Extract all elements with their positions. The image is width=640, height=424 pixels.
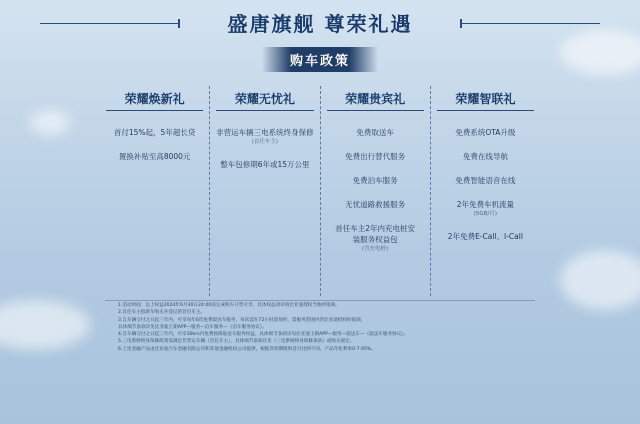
page-title: 盛唐旗舰 尊荣礼遇 [227,12,413,36]
benefit-item [210,127,319,146]
benefit-text: 免费在线导航 [462,152,508,161]
benefit-text: 非营运车辆三电系统终身保修 [216,128,314,137]
benefit-text: 2年免费车机流量 [456,200,515,209]
benefit-subnote: (5GB/月) [473,211,497,217]
benefit-item [321,151,430,162]
benefit-item [321,175,430,186]
benefit-text: 免费智能语音在线 [455,176,516,185]
benefits-columns [100,86,540,296]
benefit-item [100,151,209,162]
benefit-text: 无忧道路救援服务 [345,200,406,209]
footnote-line: 2.首任车主指新车购买并登记的首位车主。 [118,310,206,316]
benefit-text: 置换补贴至高8000元 [118,152,191,161]
notes-divider [105,300,535,301]
benefit-item [100,127,209,138]
benefit-column-worryfree [209,86,319,296]
column-title: 荣耀智联礼 [437,90,534,111]
benefit-subnote: (含充电桩) [361,246,389,252]
benefit-item [431,199,540,218]
footnote-line: 4.自车辆交付之日起三年内，可享30km内免费救援取送车服务权益，具体细节条款详见比亚迪王朝APP—服务—取送车—《取送车服务协议》。 [118,332,409,338]
column-title: 荣耀贵宾礼 [327,90,424,111]
benefit-text: 整车包修期6年或15万公里 [220,160,310,169]
benefit-text: 免费取送车 [356,128,394,137]
benefit-item [321,127,430,138]
benefit-text: 免费泊车服务 [352,176,398,185]
column-title: 荣耀无忧礼 [216,90,313,111]
benefit-text: 首付15%起，5年超长贷 [113,128,196,137]
benefit-subnote: (首任车主) [251,139,279,145]
benefit-text: 2年免费E-Call、I-Call [447,232,523,241]
footnote-line: 具体细节条款详见比亚迪王朝APP—服务—泊车服务—《泊车服务协议》。 [118,324,267,330]
header [0,6,640,40]
benefit-column-connect [430,86,540,296]
benefit-item [431,127,540,138]
footnote-line: 1.活动时间：以上权益2024年6月30日24:00前完成购车开票可享，具体权益请详询比亚迪授权当地经销商。 [118,303,340,308]
footnote-line: 6.上述金融产品由比亚迪汽车金融有限公司和其他金融机构公司提供，根据贷款期限和首付比例不同，产品年化利率0-7.95%。 [118,346,376,352]
subtitle-banner [0,47,640,72]
footnote-line: 5.三电系统终身保修政策需满足非营运车辆（首任车主），具体细节条款详见《三电系统终身保修条款》或购买现定。 [118,339,355,345]
page-subtitle: 购车政策 [262,47,378,72]
benefit-text: 免费系统OTA升级 [455,128,516,137]
column-title: 荣耀焕新礼 [106,90,203,111]
benefit-column-vip [320,86,430,296]
footnote-line: 3.自车辆交付之日起三年内，可享每年6次免费取送车服务，每次需在72小时前预约，需服务范围内的比亚迪授权经销商， [118,317,366,323]
benefit-text: 免费出行替代服务 [345,152,406,161]
cloud-decoration [560,250,640,310]
benefit-item [431,151,540,162]
benefit-column-renew [100,86,209,296]
benefit-item [321,223,430,253]
benefit-item [210,159,319,170]
cloud-decoration [30,110,70,135]
benefit-item [431,175,540,186]
cloud-decoration [0,300,90,350]
benefit-item [431,231,540,242]
benefit-text: 首任车主2年内充电桩安装服务权益包 [335,224,416,244]
footnotes [118,302,538,353]
benefit-item [321,199,430,210]
header-divider-right [460,23,600,24]
